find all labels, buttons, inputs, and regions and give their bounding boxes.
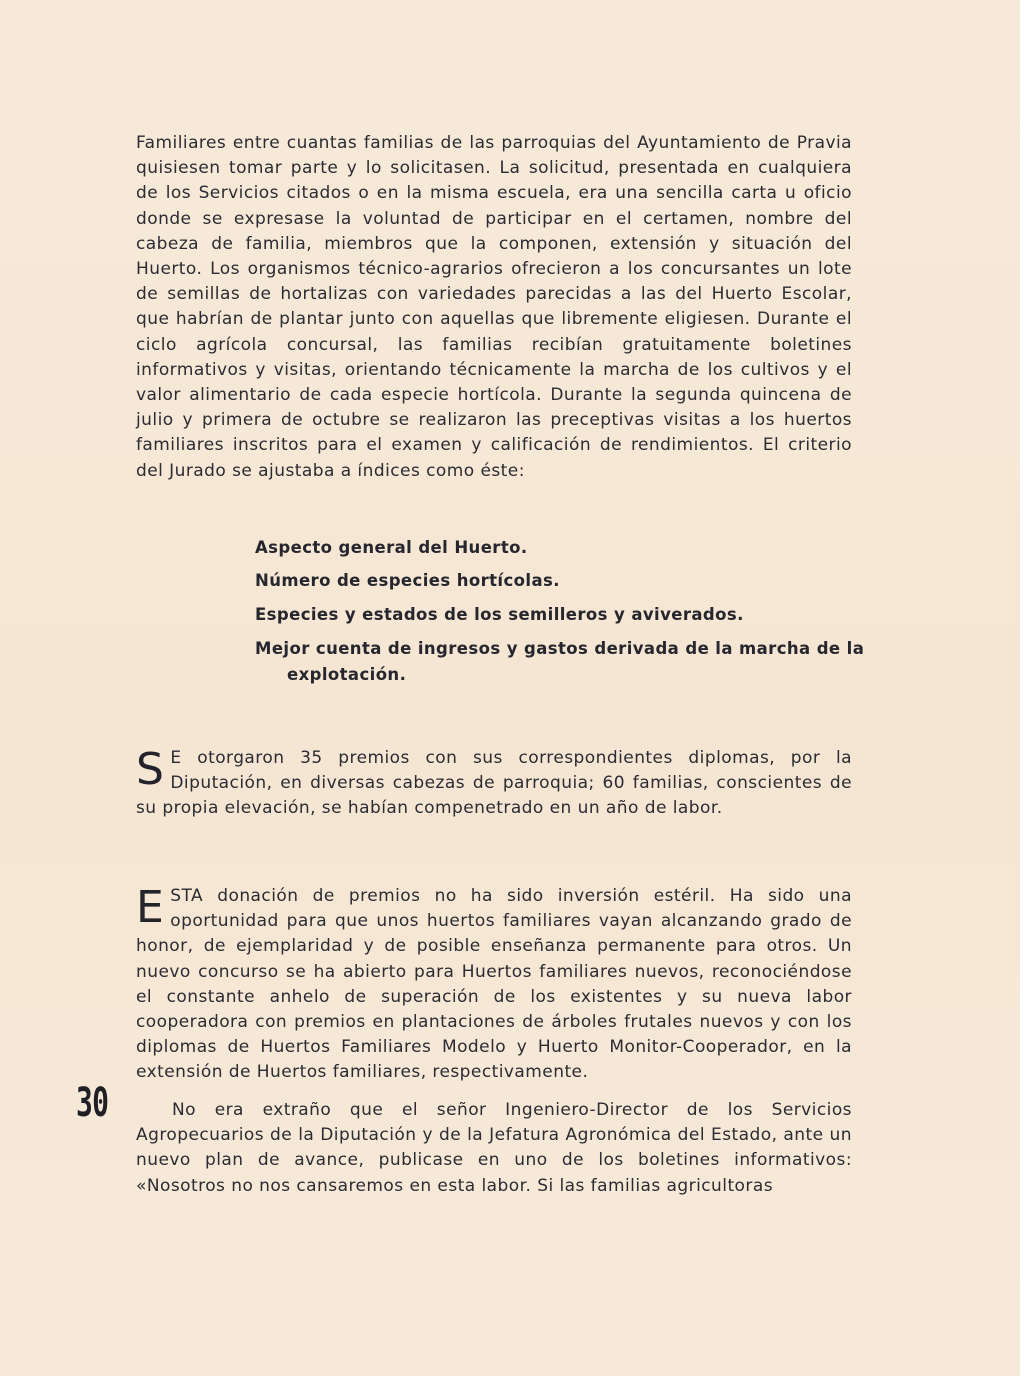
paragraph-1: Familiares entre cuantas familias de las parroquias del Ayuntamiento de Pravia quisiesen tomar parte y lo solicitasen. La solicitud, presentada en cualquiera de los Servicios citados o en la misma escuela, era una sencilla carta u oficio donde se expresase la voluntad de participar en el certamen, nombre del cabeza de familia, miembros que la componen, extensión y situación del Huerto. Los organismos técnico-agrarios ofrecieron a los concursantes un lote de semillas de hortalizas con variedades parecidas a las del Huerto Escolar, que habrían de plantar junto con aquellas que libremente eligiesen. Durante el ciclo agrícola concursal, las familias recibían gratuitamente boletines informativos y visitas, orientando técnicamente la marcha de los cultivos y el valor alimentario de cada especie hortícola. Durante la segunda quincena de julio y primera de octubre se realizaron las preceptivas visitas a los huertos familiares inscritos para el examen y calificación de rendimientos. El criterio del Jurado se ajustaba a índices como éste: — [136, 133, 852, 481]
drop-cap-e: E — [136, 882, 165, 933]
criterion-1: Aspecto general del Huerto. — [255, 538, 528, 557]
paragraph-4: No era extraño que el señor Ingeniero-Director de los Servicios Agropecuarios de la Diputación y de la Jefatura Agronómica del Estado, ante un nuevo plan de avance, publicase en uno de los boletines informativos: «Nosotros no nos cansaremos en esta labor. Si las familias agricultoras — [136, 1100, 852, 1196]
drop-cap-s: S — [136, 744, 165, 795]
paragraph-2 — [136, 746, 852, 822]
criterion-2: Número de especies hortícolas. — [255, 571, 560, 590]
paragraph-2-text: E otorgaron 35 premios con sus correspondientes diplomas, por la Diputación, en diversas cabezas de parroquia; 60 familias, conscientes de su propia elevación, se habían compenetrado en un año de labor. — [136, 748, 852, 819]
page-number: 30 — [76, 1080, 109, 1126]
page-edge — [1020, 0, 1024, 1376]
paragraph-3 — [136, 884, 852, 1086]
criterion-3: Especies y estados de los semilleros y aviverados. — [255, 605, 744, 624]
paragraph-3-text: STA donación de premios no ha sido inversión estéril. Ha sido una oportunidad para que unos huertos familiares vayan alcanzando grado de honor, de ejemplaridad y de posible enseñanza permanente para otros. Un nuevo concurso se ha abierto para Huertos familiares nuevos, reconociéndose el constante anhelo de superación de los existentes y su nueva labor cooperadora con premios en plantaciones de árboles frutales nuevos y con los diplomas de Huertos Familiares Modelo y Huerto Monitor-Cooperador, en la extensión de Huertos familiares, respectivamente. — [136, 886, 852, 1083]
criterion-4: Mejor cuenta de ingresos y gastos derivada de la marcha de la explotación. — [255, 639, 865, 684]
